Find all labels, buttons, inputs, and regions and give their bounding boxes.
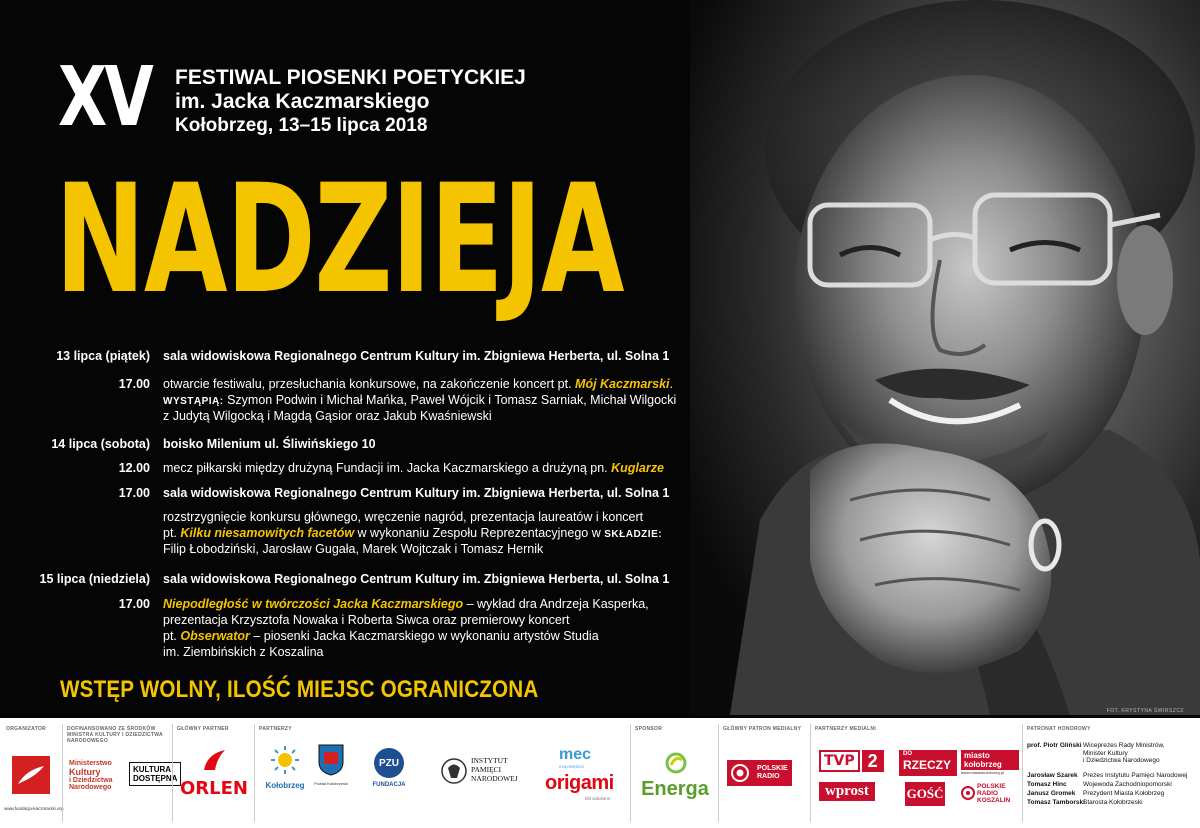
prk-wordmark bbox=[977, 783, 1010, 804]
honorary-entry bbox=[1027, 799, 1199, 808]
sponsors-footer bbox=[0, 718, 1200, 828]
kd-line: DOSTĘPNA bbox=[133, 774, 178, 783]
event-title: Kuglarze bbox=[611, 461, 664, 475]
footer-label: ORGANIZATOR bbox=[6, 726, 47, 732]
pr-line: POLSKIE bbox=[757, 765, 788, 772]
honorary-name: Janusz Gromek bbox=[1027, 790, 1076, 797]
footer-sponsor bbox=[630, 724, 719, 822]
festival-title bbox=[175, 66, 526, 138]
festival-title-line1: FESTIWAL PIOSENKI POETYCKIEJ bbox=[175, 66, 526, 89]
portrait-photo bbox=[690, 0, 1200, 715]
wprost-logo: wprost bbox=[819, 782, 875, 801]
event-title: Niepodległość w twórczości Jacka Kaczmarskiego bbox=[163, 597, 464, 611]
footer-label: PATRONAT HONOROWY bbox=[1027, 726, 1091, 732]
performers-label: WYSTĄPIĄ: bbox=[163, 396, 224, 407]
footer-label: SPONSOR bbox=[635, 726, 663, 732]
polskie-radio-logo bbox=[727, 760, 792, 786]
honorary-entry bbox=[1027, 790, 1199, 799]
eagle-icon bbox=[441, 756, 467, 786]
event-title: Obserwator bbox=[180, 629, 250, 643]
pzu-fundacja: FUNDACJA bbox=[372, 782, 406, 788]
event-text: otwarcie festiwalu, przesłuchania konkursowe, na zakończenie koncert pt. bbox=[163, 377, 572, 391]
venue: sala widowiskowa Regionalnego Centrum Kultury im. Zbigniewa Herberta, ul. Solna 1 bbox=[163, 486, 670, 500]
footer-organizer bbox=[0, 724, 62, 822]
tvp-number: 2 bbox=[862, 750, 884, 772]
festival-date-place: Kołobrzeg, 13–15 lipca 2018 bbox=[175, 115, 428, 136]
kolobrzeg-logo bbox=[263, 744, 307, 788]
do-rzeczy-logo bbox=[899, 750, 957, 776]
edition-number: XV bbox=[58, 50, 151, 145]
quill-icon bbox=[16, 764, 46, 786]
ministry-line: Narodowego bbox=[69, 784, 112, 791]
dorzeczy-line: RZECZY bbox=[903, 758, 951, 772]
event-title: Mój Kaczmarski bbox=[575, 377, 670, 391]
honorary-name: prof. Piotr Gliński bbox=[1027, 742, 1082, 749]
event-text: pt. bbox=[163, 629, 177, 643]
mec-origami-logos bbox=[545, 742, 625, 806]
event-text: Szymon Podwin i Michał Mańka, Paweł Wójcik i Tomasz Sarniak, Michał Wilgocki bbox=[227, 393, 677, 407]
honorary-role: Prezes Instytutu Pamięci Narodowej bbox=[1083, 772, 1188, 779]
event-description: im. Ziembińskich z Koszalina bbox=[163, 645, 324, 659]
organizer-url: www.fundacja-kaczmarski.org bbox=[4, 806, 64, 811]
pzu-badge: PZU bbox=[374, 748, 404, 778]
mec-wordmark: mec bbox=[559, 746, 592, 763]
radio-icon bbox=[961, 782, 975, 804]
honorary-role: i Dziedzictwa Narodowego bbox=[1083, 757, 1160, 764]
venue: boisko Milenium ul. Śliwińskiego 10 bbox=[163, 437, 376, 451]
miasto-line: miasto bbox=[964, 751, 990, 760]
ministry-line: Ministerstwo bbox=[69, 760, 112, 767]
energa-leaf-icon bbox=[665, 752, 687, 774]
ministry-line: Kultury bbox=[69, 766, 101, 777]
prk-line: RADIO bbox=[977, 789, 998, 797]
footer-label: GŁÓWNY PARTNER bbox=[177, 726, 229, 732]
miasto-url: www.miastokolobrzeg.pl bbox=[961, 770, 1004, 775]
pzu-logo bbox=[367, 748, 411, 804]
powiat-wordmark: Powiat Kołobrzeski bbox=[314, 781, 348, 786]
ministry-line: i Dziedzictwa bbox=[69, 776, 113, 784]
day-label: 15 lipca (niedziela) bbox=[39, 572, 150, 586]
footer-honorary bbox=[1022, 724, 1200, 822]
day-label: 13 lipca (piątek) bbox=[56, 349, 150, 363]
ministry-logo bbox=[69, 760, 113, 792]
radio-waves-icon bbox=[727, 760, 753, 786]
ipn-logo bbox=[441, 754, 531, 798]
energa-wordmark: Energa bbox=[641, 777, 709, 800]
origami-subtitle: bhl solutions bbox=[585, 796, 611, 801]
ipn-line: INSTYTUT bbox=[471, 756, 508, 765]
prk-line: POLSKIE bbox=[977, 782, 1006, 790]
event-time: 17.00 bbox=[118, 486, 150, 500]
footer-media-main bbox=[718, 724, 811, 822]
festival-title-line2: im. Jacka Kaczmarskiego bbox=[175, 90, 430, 113]
day-label: 14 lipca (sobota) bbox=[51, 437, 150, 451]
ipn-line: NARODOWEJ bbox=[471, 774, 518, 783]
coat-of-arms-icon bbox=[318, 744, 344, 776]
event-text: pt. bbox=[163, 526, 177, 540]
polskie-radio-wordmark bbox=[753, 760, 792, 786]
headline: NADZIEJA bbox=[55, 153, 624, 327]
event-time: 17.00 bbox=[118, 377, 150, 391]
event-description bbox=[163, 596, 649, 612]
polskie-radio-koszalin-logo bbox=[961, 782, 1010, 804]
honorary-role: Minister Kultury bbox=[1083, 749, 1128, 757]
event-description: z Judytą Wilgocką i Magdą Gąsior oraz Jakub Kwaśniewski bbox=[163, 409, 492, 423]
event-description bbox=[163, 460, 664, 476]
footer-media-partners bbox=[810, 724, 1023, 822]
miasto-kolobrzeg-logo bbox=[961, 750, 1019, 775]
honorary-list bbox=[1027, 742, 1199, 808]
footer-label: GŁÓWNY PATRON MEDIALNY bbox=[723, 726, 802, 732]
lineup-label: SKŁADZIE: bbox=[604, 529, 663, 540]
footer-label: PARTNERZY MEDIALNI bbox=[815, 726, 877, 732]
event-description: prezentacja Krzysztofa Nowaka i Roberta Siwca oraz premierowy koncert bbox=[163, 613, 570, 627]
tvp2-logo bbox=[819, 750, 884, 772]
event-description bbox=[163, 628, 599, 644]
origami-wordmark: origami bbox=[545, 772, 614, 794]
event-time: 12.00 bbox=[118, 461, 150, 475]
kd-line: KULTURA bbox=[133, 765, 172, 774]
honorary-role: Wojewoda Zachodniopomorski bbox=[1083, 781, 1172, 788]
prk-line: KOSZALIN bbox=[977, 796, 1011, 804]
event-text: mecz piłkarski między drużyną Fundacji im. Jacka Kaczmarskiego a drużyną pn. bbox=[163, 461, 608, 475]
event-text: – piosenki Jacka Kaczmarskiego w wykonaniu artystów Studia bbox=[253, 629, 599, 643]
event-description: Filip Łobodziński, Jarosław Gugała, Marek Wojtczak i Tomasz Hernik bbox=[163, 542, 544, 556]
ipn-wordmark bbox=[471, 756, 518, 783]
event-description bbox=[163, 376, 673, 392]
venue: sala widowiskowa Regionalnego Centrum Kultury im. Zbigniewa Herberta, ul. Solna 1 bbox=[163, 572, 670, 586]
honorary-role: Starosta Kołobrzeski bbox=[1083, 799, 1143, 806]
photo-credit: FOT. KRYSTYNA ŚWIRSZCZ bbox=[1106, 708, 1184, 714]
powiat-logo bbox=[313, 744, 349, 794]
footer-label: PARTNERZY bbox=[259, 726, 292, 732]
event-title: Kilku niesamowitych facetów bbox=[180, 526, 355, 540]
portrait-illustration bbox=[690, 0, 1200, 715]
footer-cofunded bbox=[62, 724, 178, 822]
sun-icon bbox=[263, 744, 307, 776]
mec-subtitle: KOŁOBRZEG bbox=[559, 764, 584, 769]
pr-line: RADIO bbox=[757, 773, 780, 780]
gosc-logo: GOŚĆ bbox=[905, 782, 945, 806]
fundacja-logo bbox=[12, 756, 50, 794]
event-text: – wykład dra Andrzeja Kasperka, bbox=[466, 597, 649, 611]
footer-label: DOFINANSOWANO ZE ŚRODKÓW MINISTRA KULTURY I DZIEDZICTWA NARODOWEGO bbox=[67, 726, 163, 744]
dorzeczy-line: DO bbox=[903, 751, 912, 757]
honorary-entry bbox=[1027, 772, 1199, 781]
orlen-wordmark: ORLEN bbox=[180, 777, 248, 799]
event-text: . bbox=[669, 377, 673, 391]
honorary-name: Jarosław Szarek bbox=[1027, 772, 1078, 779]
admission-note: WSTĘP WOLNY, ILOŚĆ MIEJSC OGRANICZONA bbox=[60, 676, 539, 703]
footer-main-partner bbox=[172, 724, 255, 822]
orlen-eagle-icon bbox=[201, 748, 227, 772]
venue: sala widowiskowa Regionalnego Centrum Kultury im. Zbigniewa Herberta, ul. Solna 1 bbox=[163, 349, 670, 363]
event-text: w wykonaniu Zespołu Reprezentacyjnego w bbox=[357, 526, 601, 540]
event-description: rozstrzygnięcie konkursu głównego, wręczenie nagród, prezentacja laureatów i koncert bbox=[163, 510, 644, 524]
honorary-name: Tomasz Tamborski bbox=[1027, 799, 1085, 806]
kolobrzeg-wordmark: Kołobrzeg bbox=[265, 781, 305, 790]
honorary-entry bbox=[1027, 781, 1199, 790]
honorary-name: Tomasz Hinc bbox=[1027, 781, 1067, 788]
honorary-role: Wiceprezes Rady Ministrów, bbox=[1083, 742, 1165, 749]
footer-partners bbox=[254, 724, 631, 822]
tvp-wordmark: TVP bbox=[819, 750, 860, 772]
event-time: 17.00 bbox=[118, 597, 150, 611]
miasto-wordmark bbox=[961, 750, 1019, 770]
honorary-role: Prezydent Miasta Kołobrzeg bbox=[1083, 790, 1165, 797]
honorary-entry bbox=[1027, 742, 1199, 772]
ipn-line: PAMIĘCI bbox=[471, 765, 502, 774]
miasto-line: kołobrzeg bbox=[964, 760, 1002, 769]
